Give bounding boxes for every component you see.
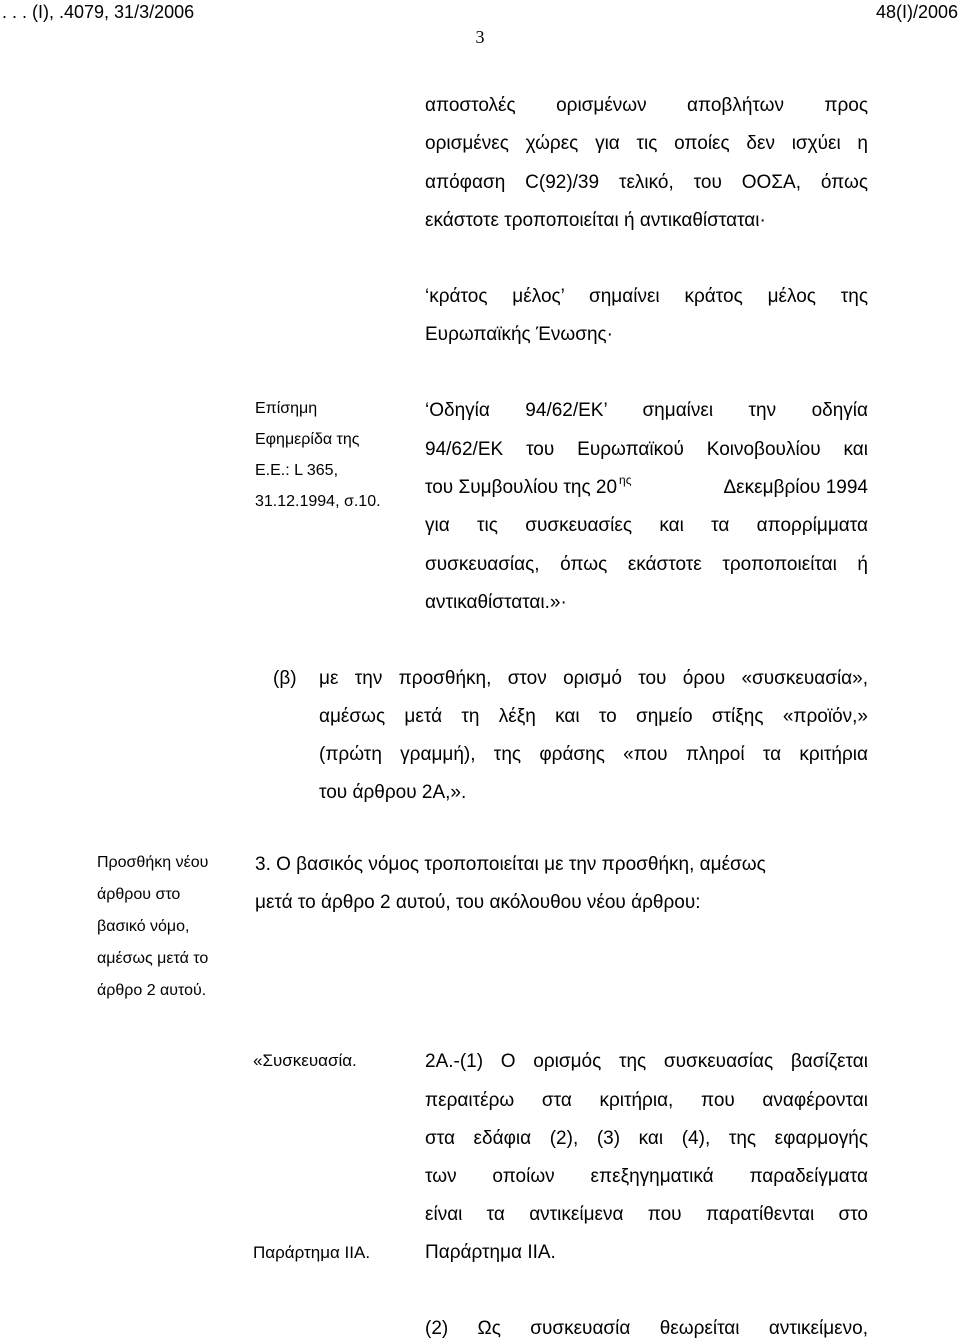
oj-note-line-4: 31.12.1994, σ.10. xyxy=(255,493,381,510)
directive-line-3-b: Δεκεμβρίου 1994 xyxy=(723,477,868,498)
directive-line-5: συσκευασίας, όπως εκάστοτε τροποποιείται ή xyxy=(425,554,868,575)
article-2a-line-6: Παράρτημα ΙΙΑ. xyxy=(425,1242,556,1263)
intro-line-2: ορισμένες χώρες για τις οποίες δεν ισχύει η xyxy=(425,133,868,154)
new-article-note-line-1: Προσθήκη νέου xyxy=(97,854,209,871)
directive-line-3 xyxy=(425,473,868,501)
article-2a-line-1: 2Α.-(1) Ο ορισμός της συσκευασίας βασίζεται xyxy=(425,1051,868,1072)
article-2a-line-4: των οποίων επεξηγηματικά παραδείγματα xyxy=(425,1166,868,1187)
article-2a-line-3: στα εδάφια (2), (3) και (4), της εφαρμογής xyxy=(425,1128,868,1149)
directive-line-4: για τις συσκευασίες και τα απορρίμματα xyxy=(425,515,868,536)
new-article-note-line-5: άρθρο 2 αυτού. xyxy=(97,982,207,999)
item-b-line-1: με την προσθήκη, στον ορισμό του όρου «συσκευασία», xyxy=(319,668,868,689)
header-right: 48(I)/2006 xyxy=(875,2,958,22)
directive-line-1: ‘Οδηγία 94/62/ΕΚ’ σημαίνει την οδηγία xyxy=(425,400,868,421)
section-3-line-2: μετά το άρθρο 2 αυτού, του ακόλουθου νέου άρθρου: xyxy=(255,892,701,913)
oj-note-line-2: Εφημερίδα της xyxy=(255,431,360,448)
new-article-note-line-2: άρθρου στο xyxy=(97,886,181,903)
section-3-line-1: 3. Ο βασικός νόμος τροποποιείται με την προσθήκη, αμέσως xyxy=(255,854,766,875)
ordinal-suffix: ης xyxy=(619,473,632,487)
article-2a-para-2-line-1: (2) Ως συσκευασία θεωρείται αντικείμενο, xyxy=(425,1318,868,1339)
directive-line-2: 94/62/ΕΚ του Ευρωπαϊκού Κοινοβουλίου και xyxy=(425,439,868,460)
oj-note-line-3: Ε.Ε.: L 365, xyxy=(255,462,339,479)
item-b-line-4: του άρθρου 2Α,». xyxy=(319,782,467,803)
oj-note-line-1: Επίσημη xyxy=(255,400,318,417)
page-number: 3 xyxy=(475,27,485,47)
intro-line-1: αποστολές ορισμένων αποβλήτων προς xyxy=(425,95,868,116)
intro-line-3: απόφαση C(92)/39 τελικό, του ΟΟΣΑ, όπως xyxy=(425,172,868,193)
annex-reference-note: Παράρτημα ΙΙΑ. xyxy=(253,1243,371,1262)
new-article-note-line-3: βασικό νόμο, xyxy=(97,918,190,935)
item-b-label: (β) xyxy=(273,668,297,689)
new-article-note-line-4: αμέσως μετά το xyxy=(97,950,209,967)
item-b-line-3: (πρώτη γραμμή), της φράσης «που πληροί τα κριτήρια xyxy=(319,744,868,765)
header-left: . . . (I), .4079, 31/3/2006 xyxy=(2,2,195,22)
directive-line-6: αντικαθίσταται.»· xyxy=(425,592,567,613)
member-line-1: ‘κράτος μέλος’ σημαίνει κράτος μέλος της xyxy=(425,286,868,307)
directive-line-3-a: του Συμβουλίου της 20 xyxy=(425,477,618,498)
item-b-line-2: αμέσως μετά τη λέξη και το σημείο στίξης «προϊόν,» xyxy=(319,706,868,727)
intro-line-4: εκάστοτε τροποποιείται ή αντικαθίσταται· xyxy=(425,210,766,231)
article-2a-line-2: περαιτέρω στα κριτήρια, που αναφέρονται xyxy=(425,1090,868,1111)
packaging-marginal-heading: «Συσκευασία. xyxy=(253,1051,357,1070)
article-2a-line-5: είναι τα αντικείμενα που παρατίθενται στο xyxy=(425,1204,868,1225)
member-line-2: Ευρωπαϊκής Ένωσης· xyxy=(425,324,613,345)
